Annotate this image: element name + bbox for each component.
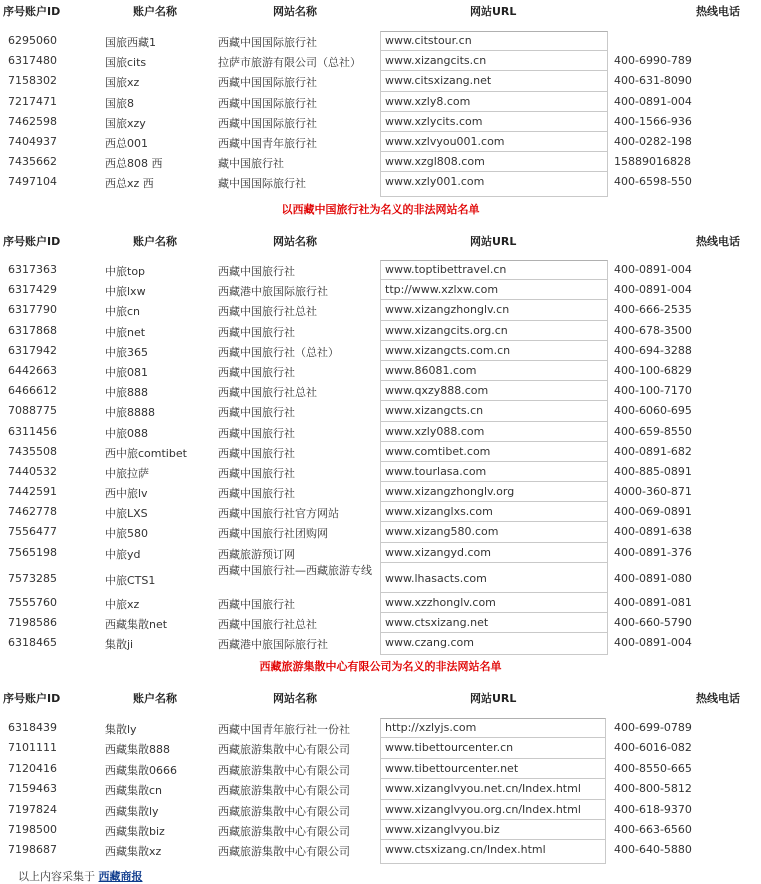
row-phone: 400-100-7170	[614, 384, 692, 398]
table-row	[0, 112, 761, 132]
row-id: 7198500	[8, 822, 57, 836]
row-id: 7435662	[8, 155, 57, 169]
table-row	[0, 51, 761, 71]
footer-text: 以上内容采集于	[18, 870, 95, 883]
row-url: www.ctsxizang.cn/Index.html	[385, 843, 546, 857]
table-row	[0, 300, 761, 320]
row-site-name: 西藏中国国际旅行社	[218, 96, 317, 110]
row-phone: 400-659-8550	[614, 424, 692, 438]
row-url: www.xzlvyou001.com	[385, 134, 505, 148]
row-account: 西藏集散xz	[105, 845, 162, 859]
row-url: www.xzzhonglv.com	[385, 596, 496, 610]
row-url: www.tibettourcenter.net	[385, 761, 519, 775]
row-site-name: 西藏中国旅行社	[218, 325, 295, 339]
row-id: 7442591	[8, 485, 57, 499]
row-account: 中旅081	[105, 365, 148, 379]
row-id: 7462778	[8, 505, 57, 519]
row-phone: 400-0891-004	[614, 283, 692, 297]
header-phone: 热线电话	[696, 235, 740, 248]
row-phone: 400-6060-695	[614, 404, 692, 418]
row-site-name: 西藏中国旅行社	[218, 426, 295, 440]
row-account: 西藏集散net	[105, 618, 168, 632]
row-phone: 400-0891-004	[614, 94, 692, 108]
row-id: 7197824	[8, 802, 57, 816]
header-phone: 热线电话	[696, 5, 740, 18]
row-account: 中旅cn	[105, 305, 141, 319]
row-account: 国旅西藏1	[105, 36, 156, 49]
row-id: 7435508	[8, 444, 57, 458]
table-body	[0, 260, 761, 654]
row-phone: 400-0891-682	[614, 444, 692, 458]
table-header	[0, 688, 761, 706]
row-site-name: 西藏中国旅行社总社	[218, 386, 317, 400]
row-id: 6311456	[8, 424, 57, 438]
table-row	[0, 759, 761, 779]
table-row	[0, 522, 761, 542]
row-phone: 400-0891-376	[614, 545, 692, 559]
row-phone: 400-8550-665	[614, 761, 692, 775]
row-site-name: 西藏旅游集散中心有限公司	[218, 804, 350, 818]
row-account: 国旅8	[105, 96, 134, 110]
row-phone: 400-1566-936	[614, 114, 692, 128]
row-url: www.xizangcts.com.cn	[385, 343, 511, 357]
table-body	[0, 718, 761, 861]
row-account: 国旅xzy	[105, 116, 146, 130]
row-phone: 400-069-0891	[614, 505, 692, 519]
table-row	[0, 152, 761, 172]
row-account: 西藏集散biz	[105, 824, 165, 838]
table-row	[0, 280, 761, 300]
header-account: 账户名称	[133, 692, 177, 705]
row-id: 7158302	[8, 74, 57, 88]
row-url: www.xizangyd.com	[385, 545, 491, 559]
row-id: 7462598	[8, 114, 57, 128]
row-id: 7440532	[8, 464, 57, 478]
row-phone: 400-6016-082	[614, 741, 692, 755]
table-row	[0, 563, 761, 593]
row-site-name: 西藏港中旅国际旅行社	[218, 638, 328, 652]
row-site-name: 拉萨市旅游有限公司（总社）	[218, 56, 361, 70]
header-site: 网站名称	[273, 235, 317, 248]
table-row	[0, 800, 761, 820]
header-site: 网站名称	[273, 692, 317, 705]
table-body	[0, 31, 761, 193]
row-id: 6317480	[8, 54, 57, 68]
row-phone: 400-631-8090	[614, 74, 692, 88]
row-url: www.tourlasa.com	[385, 464, 487, 478]
row-site-name: 西藏中国青年旅行社	[218, 136, 317, 150]
row-site-name: 西藏旅游预订网	[218, 547, 295, 561]
table-row	[0, 422, 761, 442]
section-caption: 以西藏中国旅行社为名义的非法网站名单	[281, 203, 480, 216]
row-site-name: 西藏港中旅国际旅行社	[218, 285, 328, 299]
table-row	[0, 71, 761, 91]
table-row	[0, 401, 761, 421]
table-row	[0, 633, 761, 653]
row-site-name: 藏中国旅行社	[218, 157, 284, 171]
row-account: 中旅088	[105, 426, 148, 440]
header-url: 网站URL	[470, 5, 517, 18]
table-row	[0, 132, 761, 152]
row-phone: 400-6990-789	[614, 54, 692, 68]
row-phone: 400-640-5880	[614, 843, 692, 857]
row-phone: 400-0891-638	[614, 525, 692, 539]
row-phone: 400-663-6560	[614, 822, 692, 836]
row-id: 6318439	[8, 721, 57, 734]
row-url: www.comtibet.com	[385, 444, 491, 458]
row-url: www.tibettourcenter.cn	[385, 741, 514, 755]
table-header	[0, 1, 761, 19]
row-phone: 400-618-9370	[614, 802, 692, 816]
header-id: 序号账户ID	[3, 692, 61, 705]
row-url: www.86081.com	[385, 363, 477, 377]
header-id: 序号账户ID	[3, 5, 61, 18]
footer-source	[18, 868, 143, 884]
row-site-name: 西藏中国国际旅行社	[218, 76, 317, 90]
row-account: 国旅cits	[105, 56, 147, 70]
row-url: www.xizangzhonglv.org	[385, 485, 515, 499]
row-site-name: 西藏中国旅行社	[218, 446, 295, 460]
row-url: www.xzly001.com	[385, 175, 485, 189]
row-account: 集散ly	[105, 723, 137, 736]
row-site-name: 西藏旅游集散中心有限公司	[218, 743, 350, 757]
row-account: 中旅CTS1	[105, 573, 156, 587]
row-id: 6317429	[8, 283, 57, 297]
table-row	[0, 738, 761, 758]
row-id: 6317868	[8, 323, 57, 337]
table-row	[0, 92, 761, 112]
table-row	[0, 462, 761, 482]
row-url: www.toptibettravel.cn	[385, 263, 507, 276]
row-id: 7556477	[8, 525, 57, 539]
row-url: ttp://www.xzlxw.com	[385, 283, 499, 297]
row-account: 西藏集散888	[105, 743, 170, 757]
row-account: 中旅lxw	[105, 285, 146, 299]
row-site-name: 西藏中国国际旅行社	[218, 36, 317, 49]
row-id: 7198687	[8, 843, 57, 857]
row-id: 7565198	[8, 545, 57, 559]
row-site-name: 西藏中国青年旅行社一份社	[218, 723, 350, 736]
row-site-name: 西藏中国国际旅行社	[218, 116, 317, 130]
row-phone: 400-0282-198	[614, 134, 692, 148]
row-site-name: 西藏中国旅行社	[218, 466, 295, 480]
row-url: www.xizanglvyou.biz	[385, 822, 500, 836]
row-phone: 400-100-6829	[614, 363, 692, 377]
row-site-name: 西藏旅游集散中心有限公司	[218, 763, 350, 777]
row-url: www.xizanglxs.com	[385, 505, 493, 519]
row-account: 中旅xz	[105, 598, 140, 612]
table-row	[0, 482, 761, 502]
row-url: www.xizanglvyou.net.cn/Index.html	[385, 782, 581, 796]
row-account: 中旅net	[105, 325, 146, 339]
row-account: 西总808 西	[105, 157, 163, 171]
row-account: 西中旅comtibet	[105, 446, 187, 460]
table-header	[0, 231, 761, 249]
table-row	[0, 593, 761, 613]
section-caption: 西藏旅游集散中心有限公司为名义的非法网站名单	[259, 660, 502, 673]
row-url: www.citstour.cn	[385, 34, 472, 47]
table-row	[0, 613, 761, 633]
row-url: www.lhasacts.com	[385, 571, 487, 585]
table-row	[0, 442, 761, 462]
row-id: 6317790	[8, 303, 57, 317]
row-url: www.xzgl808.com	[385, 155, 485, 169]
row-id: 7497104	[8, 175, 57, 189]
row-id: 6295060	[8, 34, 57, 47]
row-account: 中旅8888	[105, 406, 155, 420]
header-site: 网站名称	[273, 5, 317, 18]
row-id: 6318465	[8, 636, 57, 650]
row-url: www.xizang580.com	[385, 525, 499, 539]
row-account: 中旅LXS	[105, 507, 148, 521]
row-site-name: 西藏中国旅行社（总社）	[218, 345, 339, 359]
row-url: www.xizangcits.cn	[385, 54, 487, 68]
row-site-name: 西藏中国旅行社—西藏旅游专线	[218, 563, 372, 577]
row-url: www.citsxizang.net	[385, 74, 492, 88]
row-site-name: 西藏旅游集散中心有限公司	[218, 784, 350, 798]
header-id: 序号账户ID	[3, 235, 61, 248]
row-account: 西藏集散0666	[105, 763, 177, 777]
row-id: 6317363	[8, 263, 57, 276]
row-url: www.qxzy888.com	[385, 384, 489, 398]
row-account: 西藏集散cn	[105, 784, 163, 798]
row-site-name: 西藏中国旅行社总社	[218, 618, 317, 632]
row-account: 中旅拉萨	[105, 466, 149, 480]
row-id: 7101111	[8, 741, 57, 755]
row-phone: 400-6598-550	[614, 175, 692, 189]
table-row	[0, 543, 761, 563]
header-account: 账户名称	[133, 5, 177, 18]
row-phone: 400-0891-004	[614, 636, 692, 650]
header-url: 网站URL	[470, 692, 517, 705]
row-url: www.ctsxizang.net	[385, 616, 489, 630]
header-account: 账户名称	[133, 235, 177, 248]
row-id: 7217471	[8, 94, 57, 108]
row-phone: 400-660-5790	[614, 616, 692, 630]
row-phone: 400-678-3500	[614, 323, 692, 337]
row-account: 中旅yd	[105, 547, 141, 561]
table-row	[0, 820, 761, 840]
table-row	[0, 779, 761, 799]
row-id: 7198586	[8, 616, 57, 630]
table-row	[0, 361, 761, 381]
table-row	[0, 321, 761, 341]
table-row	[0, 341, 761, 361]
table-row	[0, 260, 761, 280]
row-id: 6317942	[8, 343, 57, 357]
table-row	[0, 718, 761, 738]
row-id: 7120416	[8, 761, 57, 775]
row-site-name: 西藏旅游集散中心有限公司	[218, 845, 350, 859]
row-account: 中旅580	[105, 527, 148, 541]
row-url: www.xizangcts.cn	[385, 404, 484, 418]
row-phone: 400-885-0891	[614, 464, 692, 478]
row-id: 6466612	[8, 384, 57, 398]
row-site-name: 西藏中国旅行社官方网站	[218, 507, 339, 521]
source-link[interactable]: 西藏商报	[98, 870, 143, 883]
row-site-name: 西藏中国旅行社团购网	[218, 527, 328, 541]
row-site-name: 西藏旅游集散中心有限公司	[218, 824, 350, 838]
row-id: 7088775	[8, 404, 57, 418]
table-row	[0, 172, 761, 192]
row-id: 7404937	[8, 134, 57, 148]
row-phone: 400-0891-080	[614, 571, 692, 585]
row-phone: 400-666-2535	[614, 303, 692, 317]
row-account: 国旅xz	[105, 76, 140, 90]
row-site-name: 西藏中国旅行社	[218, 365, 295, 379]
header-phone: 热线电话	[696, 692, 740, 705]
row-id: 6442663	[8, 363, 57, 377]
row-account: 西藏集散ly	[105, 804, 159, 818]
row-site-name: 藏中国国际旅行社	[218, 177, 306, 191]
table-row	[0, 31, 761, 51]
header-url: 网站URL	[470, 235, 517, 248]
row-account: 中旅365	[105, 345, 148, 359]
table-row	[0, 502, 761, 522]
row-id: 7555760	[8, 596, 57, 610]
row-url: www.czang.com	[385, 636, 474, 650]
row-phone: 400-694-3288	[614, 343, 692, 357]
table-row	[0, 840, 761, 860]
row-site-name: 西藏中国旅行社	[218, 265, 295, 278]
row-id: 7573285	[8, 571, 57, 585]
row-account: 西总001	[105, 136, 148, 150]
row-site-name: 西藏中国旅行社总社	[218, 305, 317, 319]
row-account: 集散ji	[105, 638, 134, 652]
row-url: www.xzlycits.com	[385, 114, 483, 128]
row-account: 西总xz 西	[105, 177, 154, 191]
row-phone: 4000-360-871	[614, 485, 692, 499]
row-site-name: 西藏中国旅行社	[218, 406, 295, 420]
row-phone: 15889016828	[614, 155, 691, 169]
row-site-name: 西藏中国旅行社	[218, 487, 295, 501]
row-url: www.xzly088.com	[385, 424, 485, 438]
row-account: 中旅888	[105, 386, 148, 400]
row-url: www.xizangzhonglv.cn	[385, 303, 510, 317]
row-phone: 400-699-0789	[614, 721, 692, 734]
row-url: www.xizanglvyou.org.cn/Index.html	[385, 802, 581, 816]
row-account: 中旅top	[105, 265, 146, 278]
row-site-name: 西藏中国旅行社	[218, 598, 295, 612]
row-phone: 400-0891-004	[614, 263, 692, 276]
row-url: www.xizangcits.org.cn	[385, 323, 508, 337]
table-row	[0, 381, 761, 401]
row-url: http://xzlyjs.com	[385, 721, 477, 734]
row-url: www.xzly8.com	[385, 94, 471, 108]
row-account: 西中旅lv	[105, 487, 148, 501]
row-id: 7159463	[8, 782, 57, 796]
row-phone: 400-800-5812	[614, 782, 692, 796]
row-phone: 400-0891-081	[614, 596, 692, 610]
